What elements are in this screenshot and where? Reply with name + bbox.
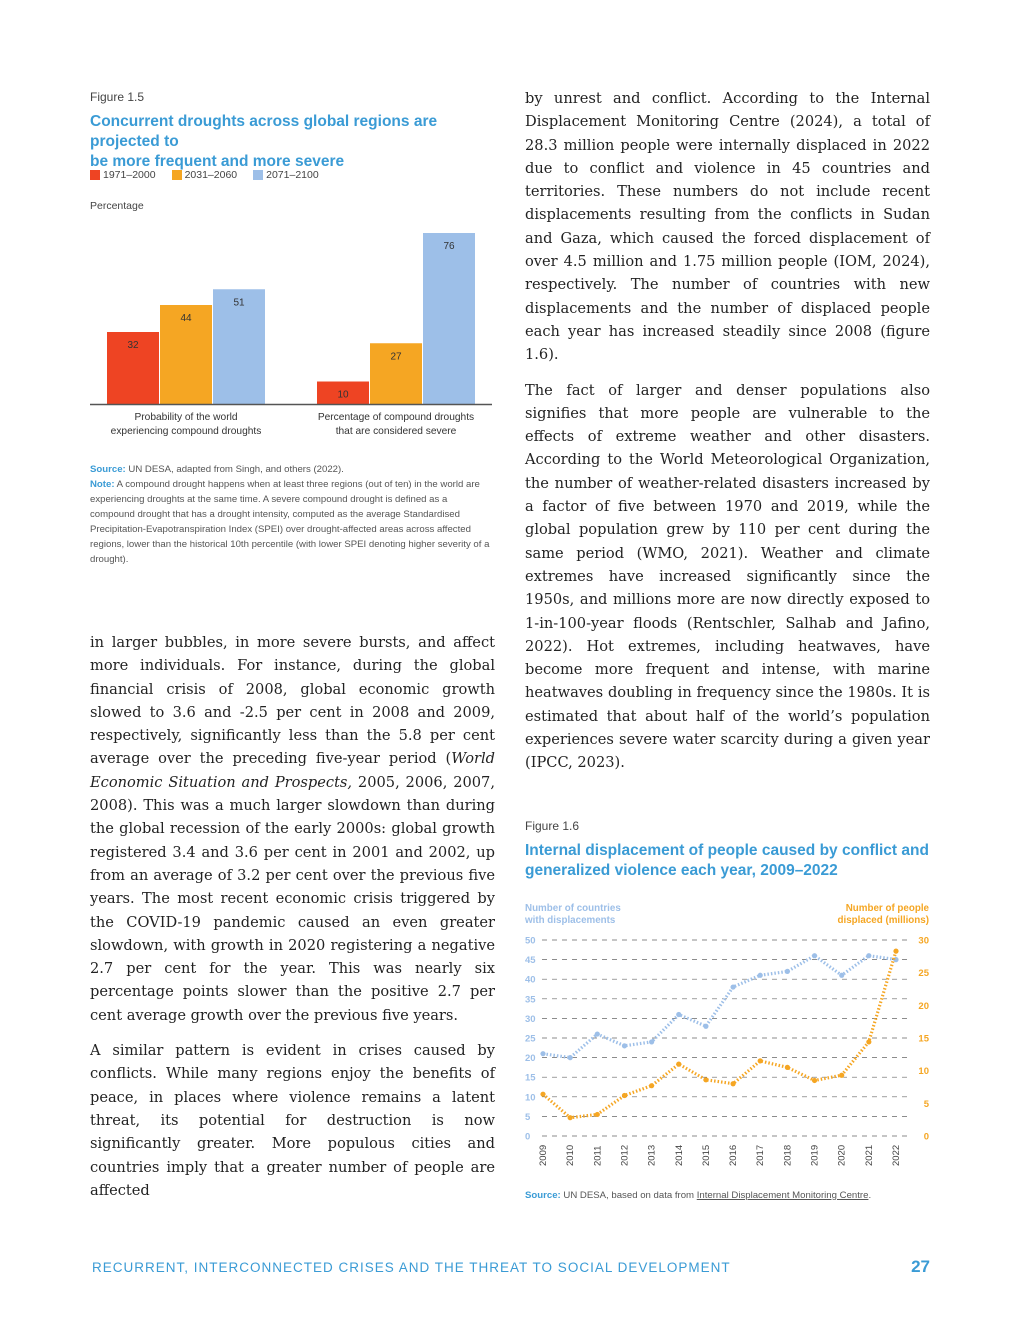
figure-1-6-label: Figure 1.6 bbox=[525, 819, 580, 833]
note-text: A compound drought happens when at least three regions (out of ten) in the world are experiencing droughts at the same time. A severe compound drought is defined as a compound drought that has a drought intensity, computed as the average Standardised Precipitation-Evapotranspiration Index (SPEI) over drought-affected areas across affected regions, lower than the historical 10th percentile (with lower SPEI denoting higher severity of a drought). bbox=[90, 479, 490, 565]
left-tick-label: 50 bbox=[525, 935, 536, 947]
legend-item bbox=[90, 169, 156, 181]
x-tick-label: 2009 bbox=[538, 1144, 549, 1166]
x-tick-label: 2016 bbox=[728, 1144, 740, 1166]
bar-value-label: 51 bbox=[233, 297, 245, 309]
figure-1-6-title-line2: generalized violence each year, 2009–2022 bbox=[525, 862, 838, 879]
data-point bbox=[540, 1092, 545, 1097]
data-point bbox=[866, 1039, 871, 1044]
data-point bbox=[839, 1073, 844, 1078]
data-point bbox=[839, 973, 844, 978]
left-tick-label: 40 bbox=[525, 974, 536, 986]
x-tick-label: 2013 bbox=[646, 1144, 658, 1166]
source-label: Source: bbox=[90, 464, 126, 475]
data-point bbox=[622, 1093, 627, 1098]
legend-label: 2031–2060 bbox=[184, 169, 238, 181]
left-axis-title bbox=[525, 903, 621, 927]
data-point bbox=[540, 1051, 545, 1056]
figure-1-5-notes bbox=[90, 462, 492, 567]
source-text: UN DESA, based on data from bbox=[563, 1190, 695, 1201]
data-point bbox=[622, 1043, 627, 1048]
data-point bbox=[568, 1115, 573, 1120]
category-label: that are considered severe bbox=[335, 426, 457, 437]
bar-chart bbox=[90, 215, 492, 440]
series-line bbox=[543, 956, 896, 1058]
data-point bbox=[595, 1031, 600, 1036]
source-label: Source: bbox=[525, 1190, 561, 1201]
source-text: UN DESA, adapted from Singh, and others (2022). bbox=[128, 464, 344, 475]
left-axis-title-line1: Number of countries bbox=[525, 903, 621, 914]
right-tick-label: 15 bbox=[918, 1033, 929, 1045]
right-tick-label: 5 bbox=[923, 1098, 929, 1110]
legend-swatch bbox=[172, 170, 182, 180]
right-column-text bbox=[525, 87, 930, 787]
data-point bbox=[730, 984, 735, 989]
paragraph bbox=[90, 631, 495, 1027]
data-point bbox=[785, 969, 790, 974]
x-tick-label: 2011 bbox=[592, 1145, 604, 1166]
left-axis-title-line2: with displacements bbox=[525, 915, 616, 926]
bar-value-label: 27 bbox=[390, 351, 402, 363]
x-tick-label: 2020 bbox=[836, 1144, 848, 1166]
x-tick-label: 2022 bbox=[891, 1144, 902, 1166]
text-run: in larger bubbles, in more severe bursts, and affect more individuals. For instance, during the global financial crisis of 2008, global economic growth slowed to 3.6 and -2.5 per cent in 2008 and 2009, respectively, significantly less than the 5.8 per cent average over the preceding five-year period ( bbox=[90, 634, 495, 768]
data-point bbox=[812, 1078, 817, 1083]
left-tick-label: 35 bbox=[525, 994, 536, 1006]
data-point bbox=[676, 1062, 681, 1067]
x-tick-label: 2010 bbox=[565, 1144, 577, 1166]
data-point bbox=[812, 953, 817, 958]
data-point bbox=[758, 1058, 763, 1063]
left-tick-label: 30 bbox=[525, 1013, 536, 1025]
publication-title: World Economic Situation and Prospects, bbox=[90, 750, 495, 791]
right-axis-title bbox=[780, 903, 929, 927]
right-axis-title-line2: displaced (millions) bbox=[837, 915, 929, 926]
legend-swatch bbox=[253, 170, 263, 180]
x-tick-label: 2014 bbox=[673, 1144, 685, 1166]
right-tick-label: 30 bbox=[918, 935, 929, 947]
figure-1-5-legend bbox=[90, 169, 319, 181]
text-run: 2005, 2006, 2007, 2008). This was a much larger slowdown than during the global recession of the early 2000s: global growth registered 3.4 and 3.6 per cent in 2001 and 2002, up from an average of 3.2 per cent over the previous five years. The most recent economic crisis triggered by the COVID-19 pandemic caused an even greater slowdown, with growth in 2020 registering a negative 2.7 per cent for the year. This was nearly six percentage points slower than the positive 2.7 per cent average growth over the previous five years. bbox=[90, 773, 495, 1024]
x-tick-label: 2012 bbox=[619, 1144, 631, 1166]
category-label: Probability of the world bbox=[134, 412, 238, 423]
bar-value-label: 32 bbox=[127, 340, 139, 351]
legend-swatch bbox=[90, 170, 100, 180]
data-point bbox=[568, 1055, 573, 1060]
left-tick-label: 25 bbox=[525, 1033, 536, 1045]
source-line bbox=[90, 462, 492, 477]
data-point bbox=[785, 1065, 790, 1070]
bar-value-label: 10 bbox=[337, 389, 349, 401]
data-point bbox=[649, 1083, 654, 1088]
figure-1-5-y-label: Percentage bbox=[90, 200, 144, 212]
legend-item bbox=[172, 169, 238, 181]
running-title: RECURRENT, INTERCONNECTED CRISES AND THE THREAT TO SOCIAL DEVELOPMENT bbox=[92, 1260, 731, 1275]
data-point bbox=[730, 1081, 735, 1086]
left-column-text bbox=[90, 631, 495, 1214]
note-line bbox=[90, 477, 492, 567]
data-point bbox=[703, 1077, 708, 1082]
bar-value-label: 44 bbox=[180, 313, 192, 324]
legend-label: 2071–2100 bbox=[266, 169, 319, 181]
note-label: Note: bbox=[90, 479, 115, 490]
right-axis-title-line1: Number of people bbox=[845, 903, 929, 914]
data-point bbox=[893, 957, 898, 962]
left-tick-label: 15 bbox=[525, 1072, 536, 1084]
right-tick-label: 10 bbox=[918, 1066, 929, 1078]
figure-1-5-title bbox=[90, 112, 510, 172]
bar bbox=[423, 233, 475, 404]
data-point bbox=[758, 973, 763, 978]
paragraph: A similar pattern is evident in crises caused by conflicts. While many regions enjoy the benefits of peace, in places where violence remains a latent threat, its potential for destruction is now significantly greater. More populous cities and countries imply that a greater number of people are affected bbox=[90, 1042, 495, 1199]
legend-item bbox=[253, 169, 319, 181]
figure-1-6-title-line1: Internal displacement of people caused by conflict and bbox=[525, 842, 929, 859]
left-tick-label: 5 bbox=[525, 1111, 531, 1123]
x-tick-label: 2017 bbox=[755, 1144, 767, 1166]
data-point bbox=[893, 949, 898, 954]
left-tick-label: 45 bbox=[525, 955, 536, 967]
left-tick-label: 0 bbox=[525, 1131, 531, 1143]
data-point bbox=[595, 1112, 600, 1117]
category-label: Percentage of compound droughts bbox=[317, 412, 475, 423]
figure-1-6-title bbox=[525, 841, 935, 881]
legend-label: 1971–2000 bbox=[103, 169, 156, 181]
left-tick-label: 10 bbox=[525, 1092, 536, 1104]
data-point bbox=[703, 1024, 708, 1029]
right-tick-label: 0 bbox=[923, 1131, 929, 1143]
x-tick-label: 2021 bbox=[863, 1144, 875, 1166]
data-point bbox=[676, 1012, 681, 1017]
figure-1-5-title-line1: Concurrent droughts across global regions are projected to bbox=[90, 113, 438, 150]
line-chart bbox=[520, 930, 935, 1170]
paragraph: by unrest and conflict. According to the Internal Displacement Monitoring Centre (2024), a total of 28.3 million people were internally displaced in 2022 due to conflict and violence in 45 countries and territories. These numbers do not include recent displacements resulting from the conflicts in Sudan and Gaza, which caused the forced displacement of over 4.5 million and 1.75 million people (IOM, 2024), respectively. The number of countries with new displacements and the number of displaced people each year has increased steadily since 2008 (figure 1.6). bbox=[525, 90, 930, 364]
x-tick-label: 2019 bbox=[809, 1144, 821, 1166]
left-tick-label: 20 bbox=[525, 1053, 536, 1065]
category-label: experiencing compound droughts bbox=[110, 426, 262, 437]
source-link[interactable]: Internal Displacement Monitoring Centre bbox=[696, 1190, 869, 1201]
x-tick-label: 2015 bbox=[700, 1144, 712, 1166]
source-end: . bbox=[868, 1190, 872, 1201]
data-point bbox=[649, 1039, 654, 1044]
figure-1-6-source bbox=[525, 1188, 935, 1203]
right-tick-label: 20 bbox=[918, 1000, 929, 1012]
bar-value-label: 76 bbox=[443, 241, 455, 252]
page-number: 27 bbox=[911, 1257, 930, 1276]
figure-1-5-label: Figure 1.5 bbox=[90, 90, 145, 104]
data-point bbox=[866, 953, 871, 958]
paragraph: The fact of larger and denser populations also signifies that more people are vulnerable to the effects of extreme weather and other disasters. According to the World Meteorological Organization, the number of weather-related disasters increased by a factor of five between 1970 and 2019, while the global population grew by 110 per cent during the same period (WMO, 2021). Weather and climate extremes have increased significantly since the 1950s, and millions more are now directly exposed to 1-in-100-year floods (Rentschler, Salhab and Jafino, 2022). Hot extremes, including heatwaves, have become more frequent and intense, with marine heatwaves doubling in frequency since the 1980s. It is estimated that about half of the world’s population experiences severe water scarcity during a given year (IPCC, 2023). bbox=[525, 381, 930, 772]
right-tick-label: 25 bbox=[918, 968, 929, 980]
figure-1-5-title-line2: be more frequent and more severe bbox=[90, 153, 345, 170]
x-tick-label: 2018 bbox=[782, 1144, 794, 1166]
